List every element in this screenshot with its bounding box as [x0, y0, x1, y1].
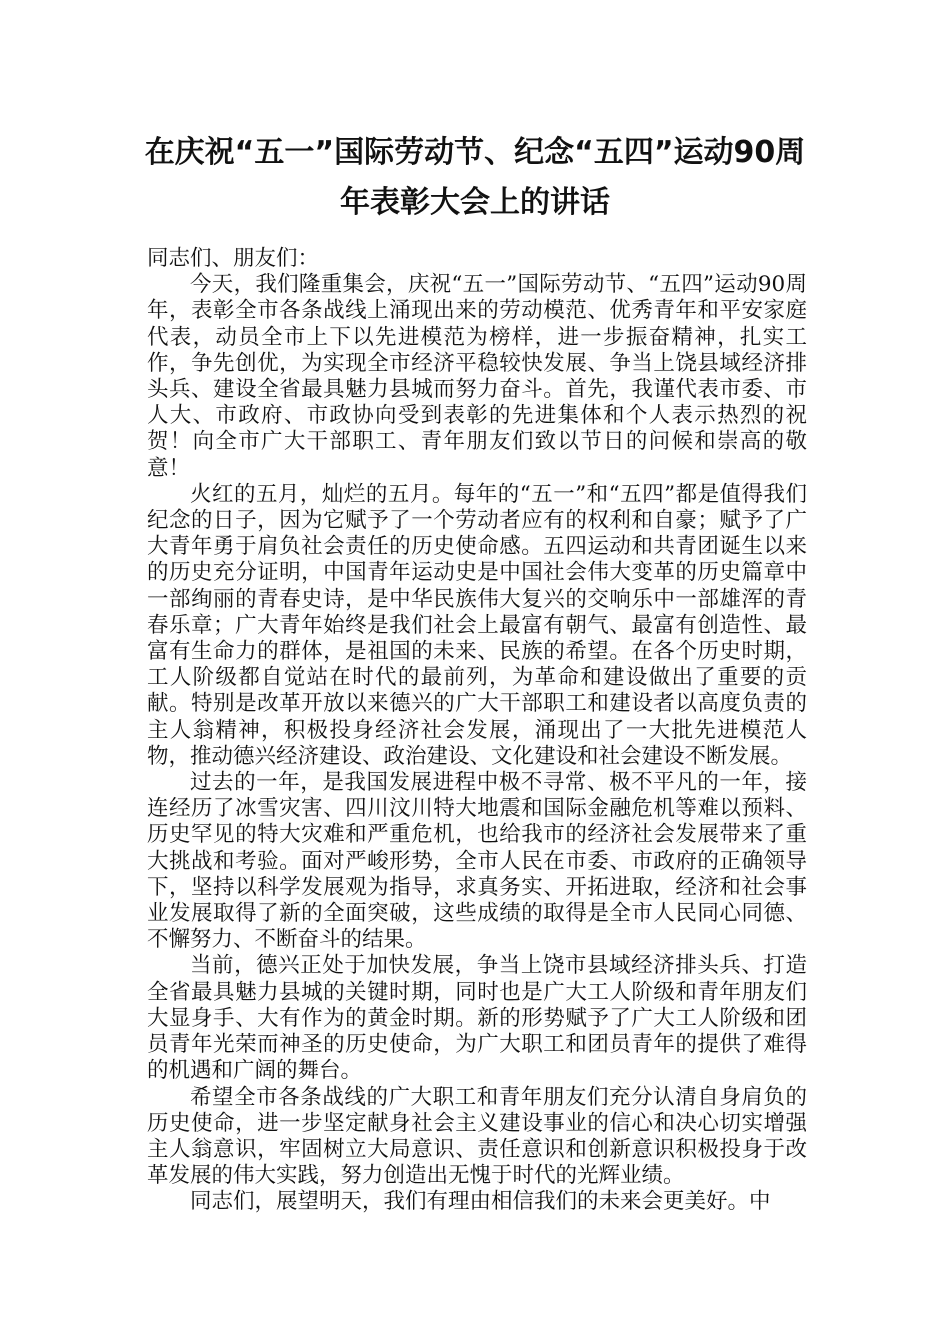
paragraph-outlook: 同志们，展望明天，我们有理由相信我们的未来会更美好。中 [190, 1189, 771, 1215]
paragraph-past-year: 过去的一年，是我国发展进程中极不寻常、极不平凡的一年，接连经历了冰雪灾害、四川汶川特大地震和国际金融危机等难以预料、历史罕见的特大灾难和严重危机，也给我市的经济社会发展带来了重大挑战和考验。面对严峻形势，全市人民在市委、市政府的正确领导下，坚持以科学发展观为指导，求真务实、开拓进取，经济和社会事业发展取得了新的全面突破，这些成绩的取得是全市人民同心同德、不懈努力、不断奋斗的结果。 [147, 770, 807, 953]
title-line-2: 年表彰大会上的讲话 [340, 185, 610, 220]
paragraph-hope: 希望全市各条战线的广大职工和青年朋友们充分认清自身肩负的历史使命，进一步坚定献身社会主义建设事业的信心和决心切实增强主人翁意识，牢固树立大局意识、责任意识和创新意识积极投身于改革发展的伟大实践，努力创造出无愧于时代的光辉业绩。 [147, 1084, 807, 1189]
document-body [147, 246, 807, 1216]
paragraph-opening: 今天，我们隆重集会，庆祝“五一”国际劳动节、“五四”运动90周年，表彰全市各条战线上涌现出来的劳动模范、优秀青年和平安家庭代表，动员全市上下以先进模范为榜样，进一步振奋精神，扎实工作，争先创优，为实现全市经济平稳较快发展、争当上饶县域经济排头兵、建设全省最具魅力县城而努力奋斗。首先，我谨代表市委、市人大、市政府、市政协向受到表彰的先进集体和个人表示热烈的祝贺！向全市广大干部职工、青年朋友们致以节日的问候和崇高的敬意！ [147, 272, 807, 481]
title-line-1: 在庆祝“五一”国际劳动节、纪念“五四”运动90周 [144, 135, 806, 170]
paragraph-may: 火红的五月，灿烂的五月。每年的“五一”和“五四”都是值得我们纪念的日子，因为它赋予了一个劳动者应有的权利和自豪；赋予了广大青年勇于肩负社会责任的历史使命感。五四运动和共青团诞生以来的历史充分证明，中国青年运动史是中国社会伟大变革的历史篇章中一部绚丽的青春史诗，是中华民族伟大复兴的交响乐中一部雄浑的青春乐章；广大青年始终是我们社会上最富有朝气、最富有创造性、最富有生命力的群体，是祖国的未来、民族的希望。在各个历史时期，工人阶级都自觉站在时代的最前列，为革命和建设做出了重要的贡献。特别是改革开放以来德兴的广大干部职工和建设者以高度负责的主人翁精神，积极投身经济社会发展，涌现出了一大批先进模范人物，推动德兴经济建设、政治建设、文化建设和社会建设不断发展。 [147, 481, 807, 769]
document-title [140, 128, 810, 228]
paragraph-current: 当前，德兴正处于加快发展，争当上饶市县域经济排头兵、打造全省最具魅力县城的关键时期，同时也是广大工人阶级和青年朋友们大显身手、大有作为的黄金时期。新的形势赋予了广大工人阶级和团员青年光荣而神圣的历史使命，为广大职工和团员青年的提供了难得的机遇和广阔的舞台。 [147, 953, 807, 1084]
salutation: 同志们、朋友们： [147, 246, 320, 271]
